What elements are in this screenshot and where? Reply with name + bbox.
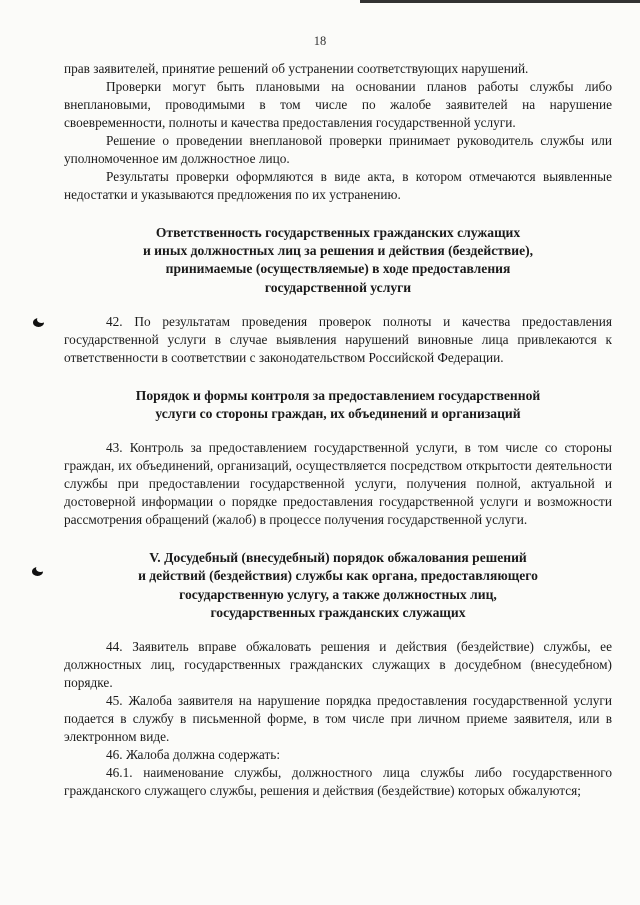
binder-hole-mark xyxy=(33,318,44,327)
paragraph-42: 42. По результатам проведения проверок полноты и качества предоставления государственной услуги в случае выявления нарушений виновные лица привлекаются к ответственности в соответствии с законодательством Российской Федерации. xyxy=(64,313,612,365)
paragraph: Решение о проведении внеплановой проверки принимает руководитель службы или уполномоченное им должностное лицо. xyxy=(64,133,612,166)
binder-hole-mark xyxy=(32,567,43,576)
heading-line: Ответственность государственных гражданских служащих xyxy=(155,225,521,240)
page-number: 18 xyxy=(313,34,327,48)
paragraph-43: 43. Контроль за предоставлением государственной услуги, в том числе со стороны граждан, их объединений, организаций, осуществляется посредством открытости деятельности службы при предоставлении государственной услуги, получения полной, актуальной и достоверной информации о порядке предоставления государственной услуги и возможности рассмотрения обращений (жалоб) в процессе получения государственной услуги. xyxy=(64,440,612,528)
paragraph-46-1: 46.1. наименование службы, должностного лица службы либо государственного гражданского служащего службы, решения и действия (бездействие) которых обжалуются; xyxy=(64,765,612,799)
section-heading-responsibility xyxy=(64,224,612,297)
paragraph-44: 44. Заявитель вправе обжаловать решения и действия (бездействие) службы, ее должностных лиц, государственных гражданских служащих в досудебном (внесудебном) порядке. xyxy=(64,639,612,691)
heading-line: государственной услуги xyxy=(264,279,412,295)
paragraph-46: 46. Жалоба должна содержать: xyxy=(106,747,281,763)
heading-line: принимаемые (осуществляемые) в ходе предоставления xyxy=(165,261,511,277)
section-heading-control xyxy=(64,387,612,423)
heading-line: государственную услугу, а также должностных лиц, xyxy=(179,586,497,602)
paragraph: Проверки могут быть плановыми на основании планов работы службы либо внеплановыми, проводимыми в том числе по жалобе заявителей на нарушение своевременности, полноты и качества предоставления государственной услуги. xyxy=(64,79,612,130)
heading-line: и иных должностных лиц за решения и действия (бездействие), xyxy=(142,243,534,259)
heading-line: Порядок и формы контроля за предоставлением государственной xyxy=(135,387,541,403)
heading-line: услуги со стороны граждан, их объединений и организаций xyxy=(155,406,521,422)
paragraph-45: 45. Жалоба заявителя на нарушение порядка предоставления государственной услуги подается в службу в письменной форме, в том числе при личном приеме заявителя, или в электронном виде. xyxy=(64,693,612,745)
document-body xyxy=(64,60,612,800)
heading-line: V. Досудебный (внесудебный) порядок обжалования решений xyxy=(149,550,527,566)
paragraph: Результаты проверки оформляются в виде акта, в котором отмечаются выявленные недостатки и указываются предложения по их устранению. xyxy=(64,169,612,202)
scan-edge-line xyxy=(360,0,640,3)
paragraph: прав заявителей, принятие решений об устранении соответствующих нарушений. xyxy=(64,61,529,76)
section-heading-appeal xyxy=(64,549,612,622)
heading-line: и действий (бездействия) службы как органа, предоставляющего xyxy=(138,568,538,584)
heading-line: государственных гражданских служащих xyxy=(210,604,466,620)
